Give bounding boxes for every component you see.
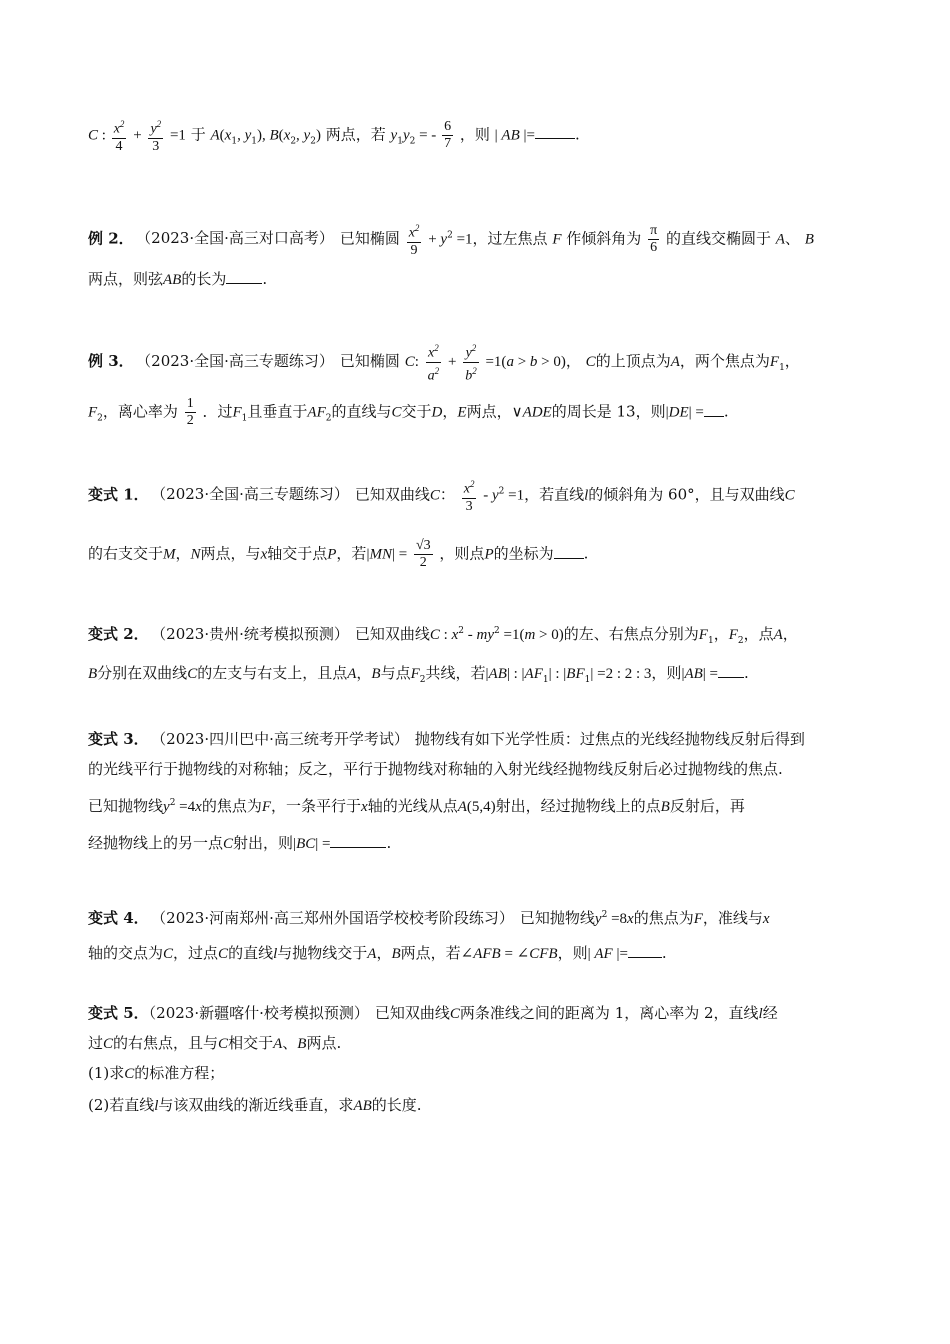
top-text-after: 两点，若: [325, 125, 386, 144]
variant-4-label: 变式 4．: [88, 909, 149, 927]
example-3-label: 例 3．: [88, 352, 134, 371]
answer-blank[interactable]: [330, 833, 386, 848]
answer-blank[interactable]: [628, 943, 662, 958]
answer-blank[interactable]: [704, 402, 724, 417]
variant-2-label: 变式 2．: [88, 625, 149, 643]
variant-1-line-1: 变式 1． （2023·全国·高三专题练习） 已知双曲线C： $\frac{x^2}{3}$ - $y^2 =1$，若直线l的倾斜角为 60°，且与双曲线C: [88, 476, 868, 515]
variant-4-line-2: 轴的交点为C，过点C的直线l与抛物线交于A，B两点，若∠AFB = ∠CFB，则| AF |= .: [88, 944, 667, 962]
variant-3-line-4: 经抛物线上的另一点C射出，则|BC| = .: [88, 834, 392, 852]
example-2-source: （2023·全国·高三对口高考）: [143, 229, 334, 248]
continuation-line: C : $\frac{x^2}{4}$ + $\frac{y^2}{3}$ =1 于 $A(x_1$, $y_1$), $B(x_2$, $y_2$) 两点，若 $y_1y_2$ = - $\frac{6}{7}$ ，则 | AB |= .: [88, 116, 868, 155]
example-2-label: 例 2．: [88, 229, 134, 248]
answer-blank[interactable]: [718, 663, 744, 678]
variant-1-source: （2023·全国·高三专题练习）: [158, 485, 349, 504]
variant-3-line-3: 已知抛物线$y^2 =4x$的焦点为F，一条平行于x轴的光线从点A(5,4)射出，经过抛物线上的点B反射后，再: [88, 797, 745, 815]
variant-5-question-2: (2)若直线l与该双曲线的渐近线垂直，求AB的长度.: [88, 1096, 422, 1114]
answer-blank[interactable]: [535, 124, 575, 139]
variant-3-line-1: 变式 3． （2023·四川巴中·高三统考开学考试） 抛物线有如下光学性质：过焦点的光线经抛物线反射后得到: [88, 730, 805, 748]
variant-4-source: （2023·河南郑州·高三郑州外国语学校校考阶段练习）: [158, 909, 514, 927]
top-text-then: ，则: [459, 125, 490, 144]
variant-1-label: 变式 1．: [88, 485, 149, 504]
example-3-line-1: 例 3． （2023·全国·高三专题练习） 已知椭圆 C: $\frac{x^2}{a^2}$ + $\frac{y^2}{b^2}$ =1(a > b > 0)， C的上顶点为A，两个焦点为$F_1$，: [88, 340, 868, 384]
variant-2-source: （2023·贵州·统考模拟预测）: [158, 625, 349, 643]
variant-4-line-1: 变式 4． （2023·河南郑州·高三郑州外国语学校校考阶段练习） 已知抛物线$y^2 =8x$的焦点为F，准线与x: [88, 909, 770, 927]
answer-blank[interactable]: [226, 269, 262, 284]
variant-3-source: （2023·四川巴中·高三统考开学考试）: [158, 730, 409, 748]
example-2-line-2: 两点，则弦AB的长为 .: [88, 270, 268, 288]
variant-5-line-2: 过C的右焦点，且与C相交于A、B两点.: [88, 1034, 342, 1052]
example-2-line-1: 例 2． （2023·全国·高三对口高考） 已知椭圆 $\frac{x^2}{9}$ + $y^2 =1$，过左焦点 F 作倾斜角为 $\frac{\pi}{6}$ 的直线交椭圆于 A、 B: [88, 220, 868, 259]
example-3-source: （2023·全国·高三专题练习）: [143, 352, 334, 371]
variant-5-line-1: 变式 5．（2023·新疆喀什·校考模拟预测） 已知双曲线C两条准线之间的距离为 1，离心率为 2，直线l经: [88, 1004, 778, 1022]
variant-5-question-1: (1)求C的标准方程；: [88, 1064, 225, 1082]
variant-5-source: （2023·新疆喀什·校考模拟预测）: [148, 1004, 369, 1022]
variant-3-line-2: 的光线平行于抛物线的对称轴；反之，平行于抛物线对称轴的入射光线经抛物线反射后必过抛物线的焦点.: [88, 760, 783, 778]
answer-blank[interactable]: [554, 544, 584, 559]
top-text-mid: 于: [190, 125, 206, 144]
variant-5-label: 变式 5．: [88, 1004, 149, 1022]
example-3-line-2: $F_2$，离心率为 $\frac{1}{2}$ ．过$F_1$且垂直于$AF_2$的直线与C交于D，E两点，∨ADE的周长是 13，则|DE| = .: [88, 396, 729, 428]
variant-2-line-2: B分别在双曲线C的左支与右支上，且点A，B与点$F_2$共线，若|AB| : $|AF_1|$ : $|BF_1| =2$ : 2 : 3，则|AB| = .: [88, 664, 749, 685]
variant-2-line-1: 变式 2． （2023·贵州·统考模拟预测） 已知双曲线C : $x^2 - my^2 =1(m > 0)$的左、右焦点分别为$F_1$，$F_2$，点A，: [88, 625, 798, 646]
variant-1-line-2: 的右支交于M，N两点，与x轴交于点P，若|MN| = $\frac{√3}{2}$ ，则点P的坐标为 .: [88, 538, 589, 570]
variant-3-label: 变式 3．: [88, 730, 149, 748]
